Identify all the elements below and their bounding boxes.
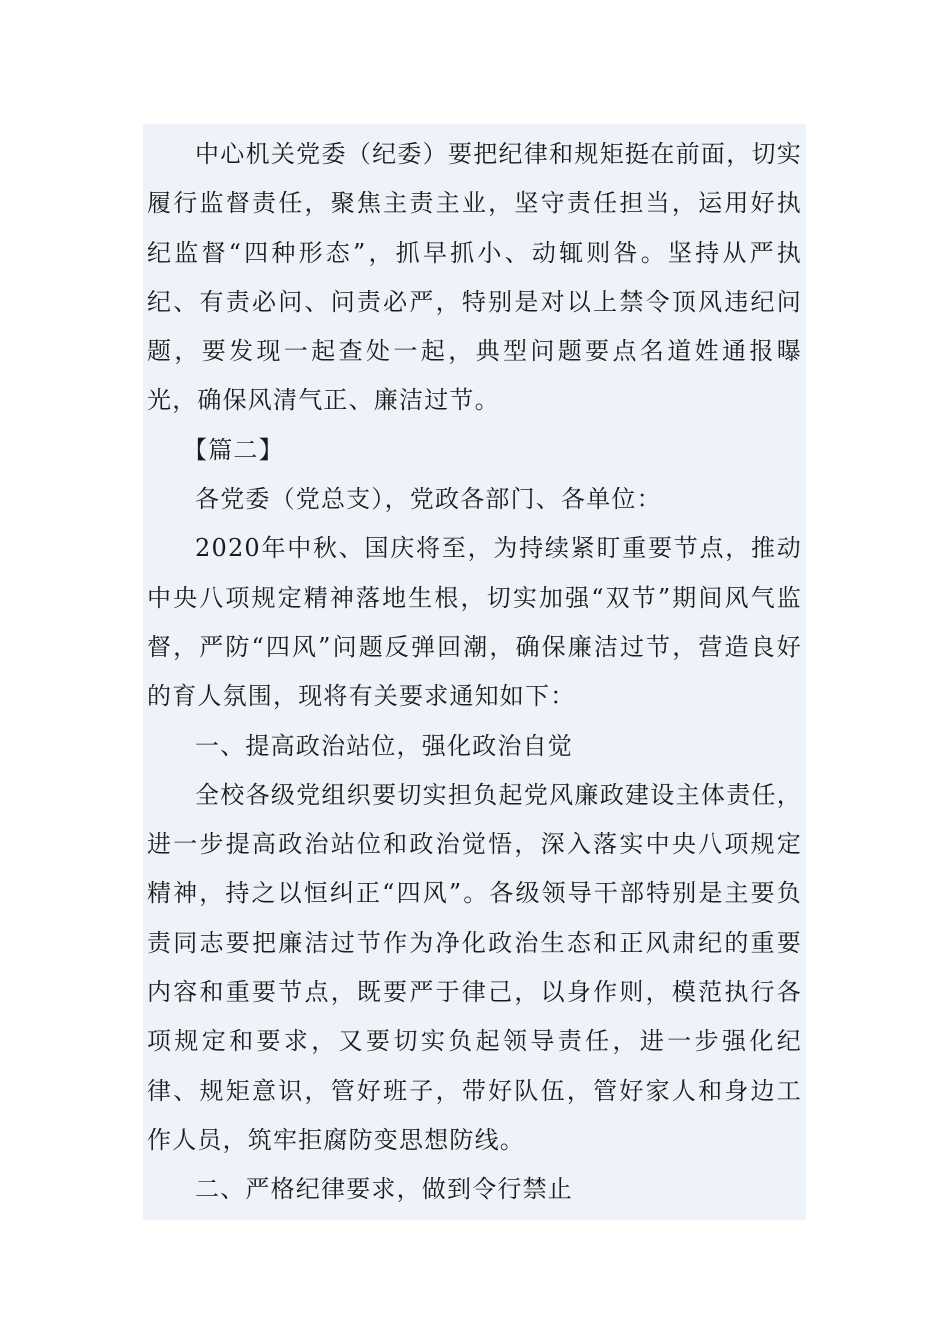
heading-political-stance: 一、提高政治站位，强化政治自觉	[195, 731, 573, 760]
paragraph-notice-intro: 2020年中秋、国庆将至，为持续紧盯重要节点，推动中央八项规定精神落地生根，切实加强“双节”期间风气监督，严防“四风”问题反弹回潮，确保廉洁过节，营造良好的育人氛围，现将有关要求通知如下：	[147, 534, 802, 711]
heading-discipline-requirements: 二、严格纪律要求，做到令行禁止	[195, 1175, 573, 1204]
section-label-part-two: 【篇二】	[183, 435, 284, 464]
salutation-line: 各党委（党总支），党政各部门、各单位：	[195, 485, 662, 514]
document-body	[143, 124, 806, 1215]
paragraph-supervision-duty: 中心机关党委（纪委）要把纪律和规矩挺在前面，切实履行监督责任，聚焦主责主业，坚守责任担当，运用好执纪监督“四种形态”，抓早抓小、动辄则咎。坚持从严执纪、有责必问、问责必严，特别是对以上禁令顶风违纪问题，要发现一起查处一起，典型问题要点名道姓通报曝光，确保风清气正、廉洁过节。	[147, 140, 802, 415]
paragraph-party-responsibility: 全校各级党组织要切实担负起党风廉政建设主体责任，进一步提高政治站位和政治觉悟，深入落实中央八项规定精神，持之以恒纠正“四风”。各级领导干部特别是主要负责同志要把廉洁过节作为净化政治生态和正风肃纪的重要内容和重要节点，既要严于律己，以身作则，模范执行各项规定和要求，又要切实负起领导责任，进一步强化纪律、规矩意识，管好班子，带好队伍，管好家人和身边工作人员，筑牢拒腐防变思想防线。	[147, 780, 802, 1154]
